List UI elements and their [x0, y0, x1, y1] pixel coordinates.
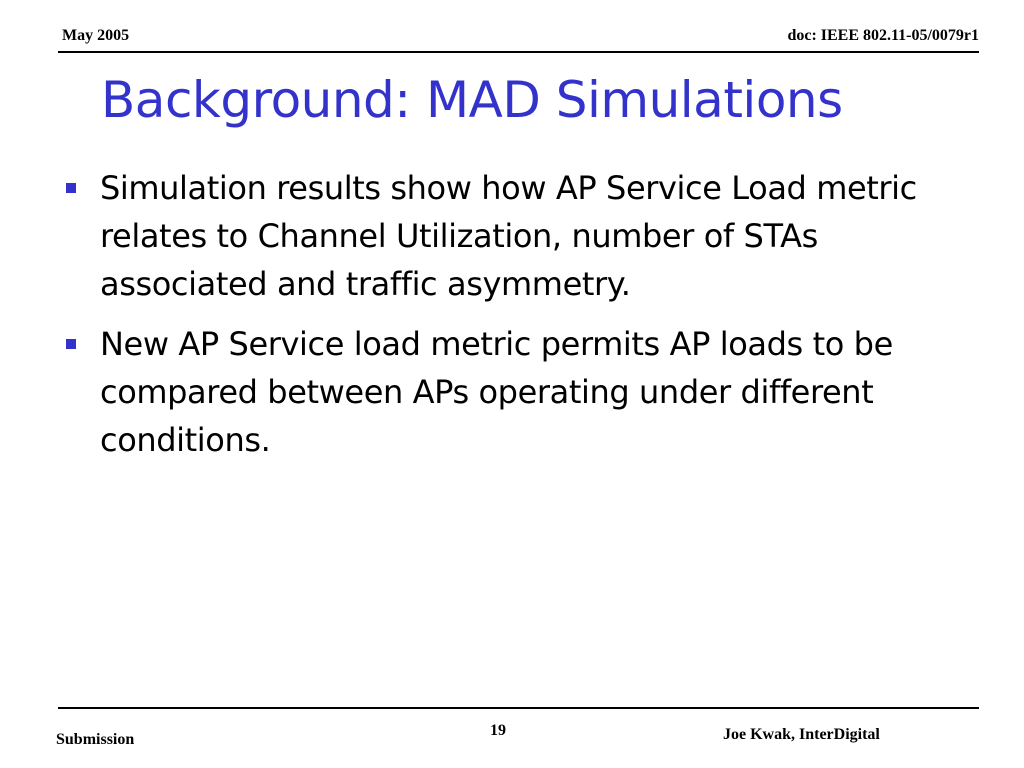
square-bullet-icon — [66, 339, 76, 349]
slide-title: Background: MAD Simulations — [101, 71, 843, 129]
page-number: 19 — [490, 722, 506, 739]
bullet-item — [60, 320, 960, 464]
header-divider — [58, 51, 979, 53]
bullet-list — [60, 164, 960, 476]
header-doc-id: doc: IEEE 802.11-05/0079r1 — [787, 27, 979, 44]
footer-divider — [58, 707, 979, 709]
bullet-text: Simulation results show how AP Service Load metric relates to Channel Utilization, number of STAs associated and traffic asymmetry. — [100, 169, 917, 303]
bullet-text: New AP Service load metric permits AP loads to be compared between APs operating under different conditions. — [100, 325, 893, 459]
footer-submission: Submission — [56, 731, 135, 748]
header-date: May 2005 — [62, 27, 130, 44]
square-bullet-icon — [66, 183, 76, 193]
bullet-item — [60, 164, 960, 308]
footer-author: Joe Kwak, InterDigital — [723, 726, 880, 743]
